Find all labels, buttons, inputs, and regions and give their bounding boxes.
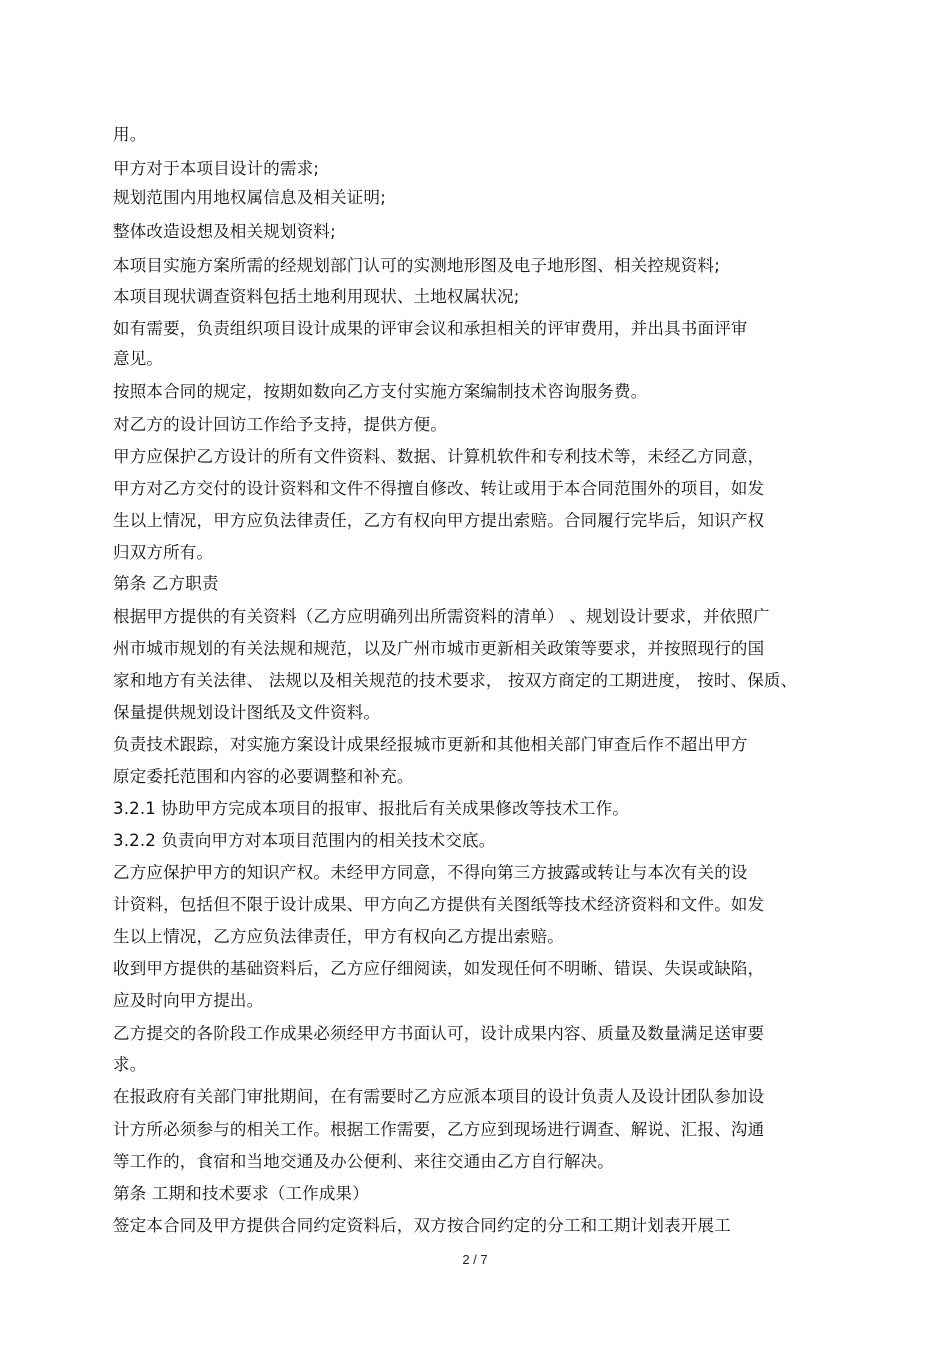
text-line: 等工作的，食宿和当地交通及办公便利、来往交通由乙方自行解决。	[113, 1152, 614, 1171]
text-line: 甲方对于本项目设计的需求;	[113, 159, 320, 178]
text-line: 乙方提交的各阶段工作成果必须经甲方书面认可，设计成果内容、质量及数量满足送审要	[113, 1024, 765, 1043]
text-line: 州市城市规划的有关法规和规范，以及广州市城市更新相关政策等要求，并按照现行的国	[113, 639, 765, 658]
text-line: 保量提供规划设计图纸及文件资料。	[113, 703, 381, 722]
text-line: 求。	[113, 1055, 147, 1074]
page-number: 2 / 7	[462, 1252, 488, 1267]
text-line: 3.2.1 协助甲方完成本项目的报审、报批后有关成果修改等技术工作。	[113, 799, 630, 818]
text-line: 家和地方有关法律、 法规以及相关规范的技术要求， 按双方商定的工期进度， 按时、保质、	[113, 671, 798, 690]
text-line: 3.2.2 负责向甲方对本项目范围内的相关技术交底。	[113, 831, 496, 850]
text-line: 计方所必须参与的相关工作。根据工作需要，乙方应到现场进行调查、解说、汇报、沟通	[113, 1120, 765, 1139]
text-line: 原定委托范围和内容的必要调整和补充。	[113, 767, 414, 786]
text-line: 签定本合同及甲方提供合同约定资料后，双方按合同约定的分工和工期计划表开展工	[113, 1216, 731, 1235]
text-line: 本项目现状调查资料包括土地利用现状、土地权属状况;	[113, 287, 520, 306]
text-line: 收到甲方提供的基础资料后，乙方应仔细阅读，如发现任何不明晰、错误、失误或缺陷，	[113, 959, 765, 978]
text-line: 第条 工期和技术要求（工作成果）	[113, 1184, 369, 1203]
text-line: 甲方对乙方交付的设计资料和文件不得擅自修改、转让或用于本合同范围外的项目，如发	[113, 479, 765, 498]
text-line: 整体改造设想及相关规划资料;	[113, 222, 336, 241]
text-line: 规划范围内用地权属信息及相关证明;	[113, 188, 386, 207]
text-line: 按照本合同的规定，按期如数向乙方支付实施方案编制技术咨询服务费。	[113, 382, 648, 401]
text-line: 第条 乙方职责	[113, 574, 219, 593]
text-line: 根据甲方提供的有关资料（乙方应明确列出所需资料的清单） 、规划设计要求，并依照广	[113, 607, 770, 626]
text-line: 计资料，包括但不限于设计成果、甲方向乙方提供有关图纸等技术经济资料和文件。如发	[113, 895, 765, 914]
text-line: 用。	[113, 125, 147, 144]
text-line: 对乙方的设计回访工作给予支持，提供方便。	[113, 415, 447, 434]
text-line: 归双方所有。	[113, 543, 214, 562]
text-line: 负责技术跟踪，对实施方案设计成果经报城市更新和其他相关部门审查后作不超出甲方	[113, 735, 748, 754]
text-line: 在报政府有关部门审批期间，在有需要时乙方应派本项目的设计负责人及设计团队参加设	[113, 1087, 765, 1106]
text-line: 生以上情况，乙方应负法律责任，甲方有权向乙方提出索赔。	[113, 927, 564, 946]
text-line: 生以上情况，甲方应负法律责任，乙方有权向甲方提出索赔。合同履行完毕后，知识产权	[113, 511, 765, 530]
text-line: 如有需要，负责组织项目设计成果的评审会议和承担相关的评审费用，并出具书面评审	[113, 319, 748, 338]
text-line: 甲方应保护乙方设计的所有文件资料、数据、计算机软件和专利技术等，未经乙方同意，	[113, 447, 765, 466]
text-line: 乙方应保护甲方的知识产权。未经甲方同意，不得向第三方披露或转让与本次有关的设	[113, 863, 748, 882]
text-line: 意见。	[113, 349, 164, 368]
text-line: 应及时向甲方提出。	[113, 991, 264, 1010]
text-line: 本项目实施方案所需的经规划部门认可的实测地形图及电子地形图、相关控规资料;	[113, 256, 720, 275]
